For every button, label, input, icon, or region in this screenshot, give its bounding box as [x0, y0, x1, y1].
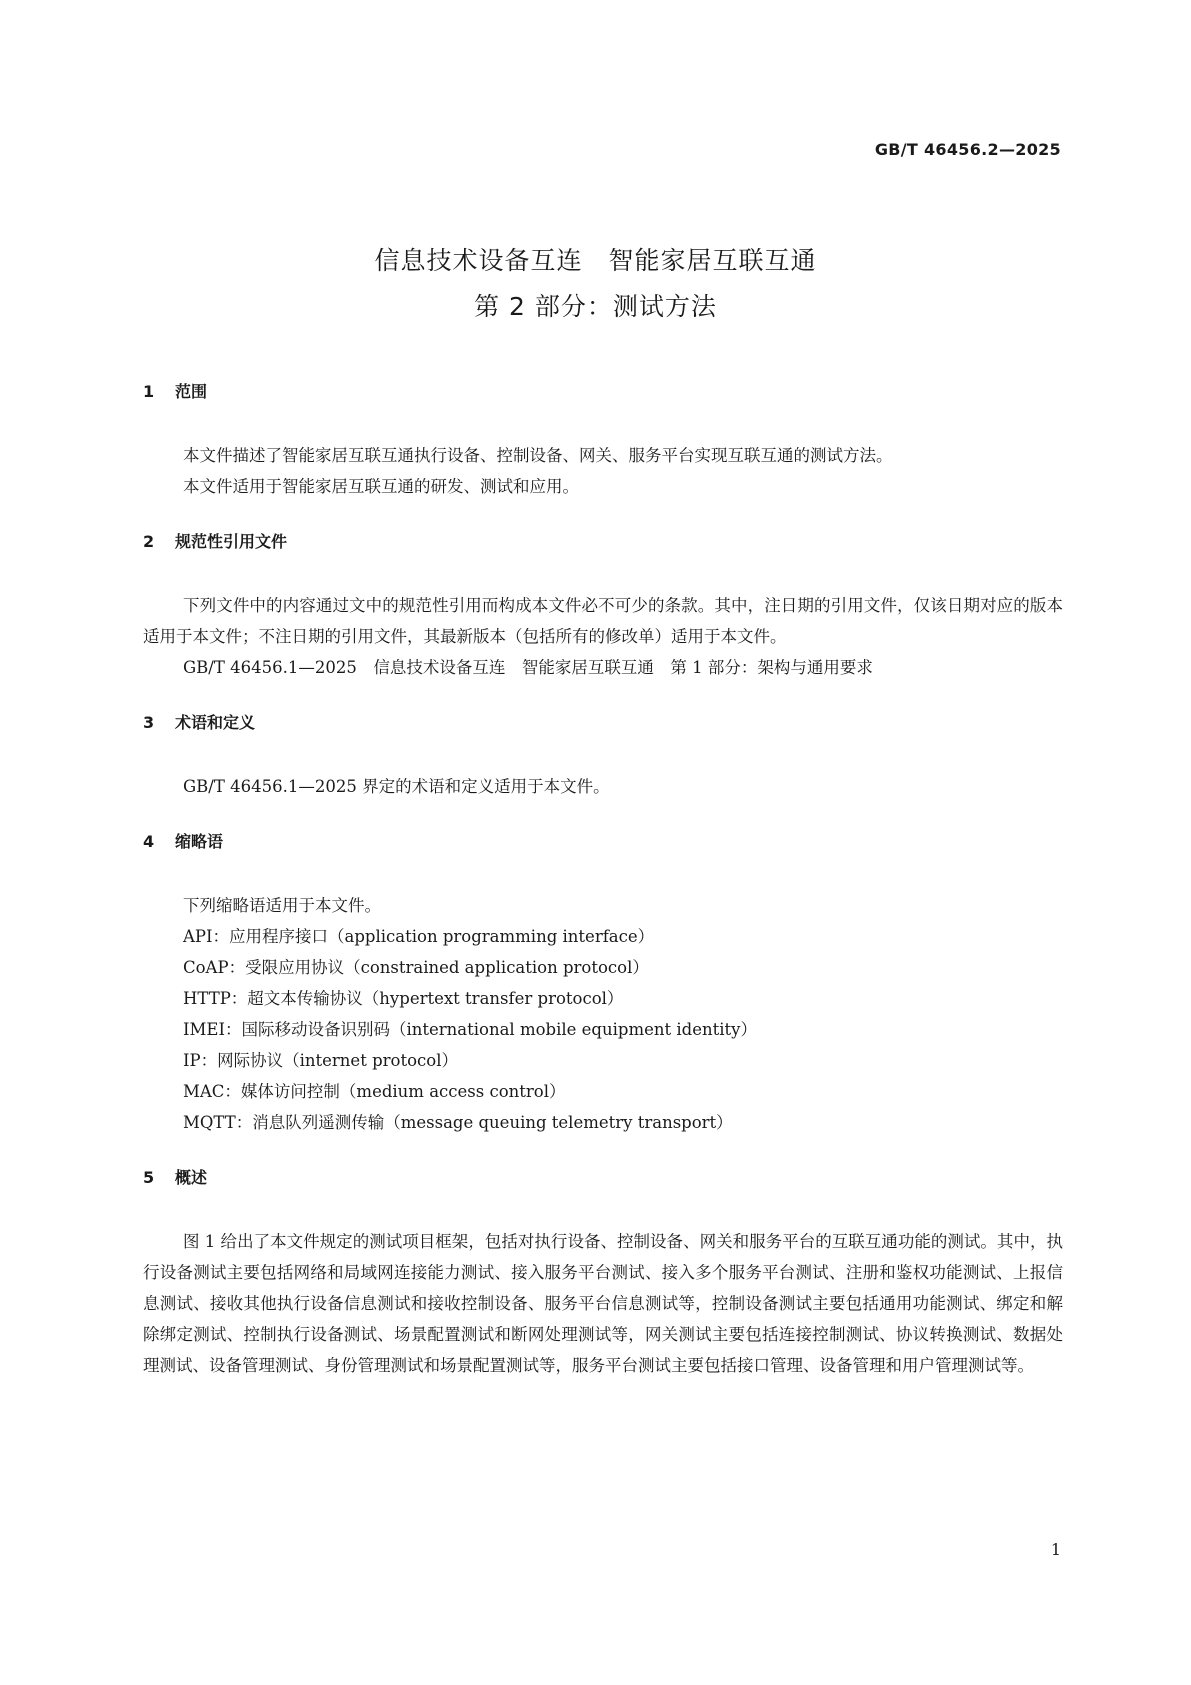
abbreviation-item: API：应用程序接口（application programming interface）	[183, 927, 655, 946]
paragraph: 下列文件中的内容通过文中的规范性引用而构成本文件必不可少的条款。其中，注日期的引用文件，仅该日期对应的版本适用于本文件；不注日期的引用文件，其最新版本（包括所有的修改单）适用于本文件。	[143, 596, 1063, 646]
section-5-heading	[143, 1166, 1063, 1190]
abbreviation-item: HTTP：超文本传输协议（hypertext transfer protocol）	[183, 989, 624, 1008]
section-number: 4	[143, 832, 155, 851]
abbreviation-item: IP：网际协议（internet protocol）	[183, 1051, 458, 1070]
normative-reference: GB/T 46456.1—2025 信息技术设备互连 智能家居互联互通 第 1 部分：架构与通用要求	[183, 658, 873, 677]
section-3-heading	[143, 711, 1063, 735]
document-body	[143, 380, 1063, 1381]
section-title: 术语和定义	[175, 713, 256, 732]
section-2-heading	[143, 530, 1063, 554]
section-title: 缩略语	[175, 832, 224, 851]
section-4-heading	[143, 830, 1063, 854]
abbreviation-item: MQTT：消息队列遥测传输（message queuing telemetry transport）	[183, 1113, 733, 1132]
page-number: 1	[1050, 1540, 1061, 1559]
section-number: 3	[143, 713, 155, 732]
abbreviation-item: IMEI：国际移动设备识别码（international mobile equipment identity）	[183, 1020, 757, 1039]
section-title: 规范性引用文件	[175, 532, 288, 551]
abbreviation-item: CoAP：受限应用协议（constrained application protocol）	[183, 958, 649, 977]
section-title: 概述	[175, 1168, 208, 1187]
section-number: 5	[143, 1168, 155, 1187]
document-title	[0, 238, 1191, 330]
abbreviation-intro: 下列缩略语适用于本文件。	[183, 896, 381, 915]
abbreviation-item: MAC：媒体访问控制（medium access control）	[183, 1082, 566, 1101]
section-number: 2	[143, 532, 155, 551]
paragraph: GB/T 46456.1—2025 界定的术语和定义适用于本文件。	[183, 777, 610, 796]
standard-number: GB/T 46456.2—2025	[874, 140, 1061, 159]
section-number: 1	[143, 382, 155, 401]
paragraph: 本文件描述了智能家居互联互通执行设备、控制设备、网关、服务平台实现互联互通的测试方法。	[183, 446, 893, 465]
section-title: 范围	[175, 382, 208, 401]
title-line-1: 信息技术设备互连 智能家居互联互通	[374, 246, 817, 275]
section-1-heading	[143, 380, 1063, 404]
paragraph: 本文件适用于智能家居互联互通的研发、测试和应用。	[183, 477, 579, 496]
paragraph: 图 1 给出了本文件规定的测试项目框架，包括对执行设备、控制设备、网关和服务平台的互联互通功能的测试。其中，执行设备测试主要包括网络和局域网连接能力测试、接入服务平台测试、接入多个服务平台测试、注册和鉴权功能测试、上报信息测试、接收其他执行设备信息测试和接收控制设备、服务平台信息测试等，控制设备测试主要包括通用功能测试、绑定和解除绑定测试、控制执行设备测试、场景配置测试和断网处理测试等，网关测试主要包括连接控制测试、协议转换测试、数据处理测试、设备管理测试、身份管理测试和场景配置测试等，服务平台测试主要包括接口管理、设备管理和用户管理测试等。	[143, 1232, 1063, 1375]
title-line-2: 第 2 部分：测试方法	[474, 292, 717, 321]
